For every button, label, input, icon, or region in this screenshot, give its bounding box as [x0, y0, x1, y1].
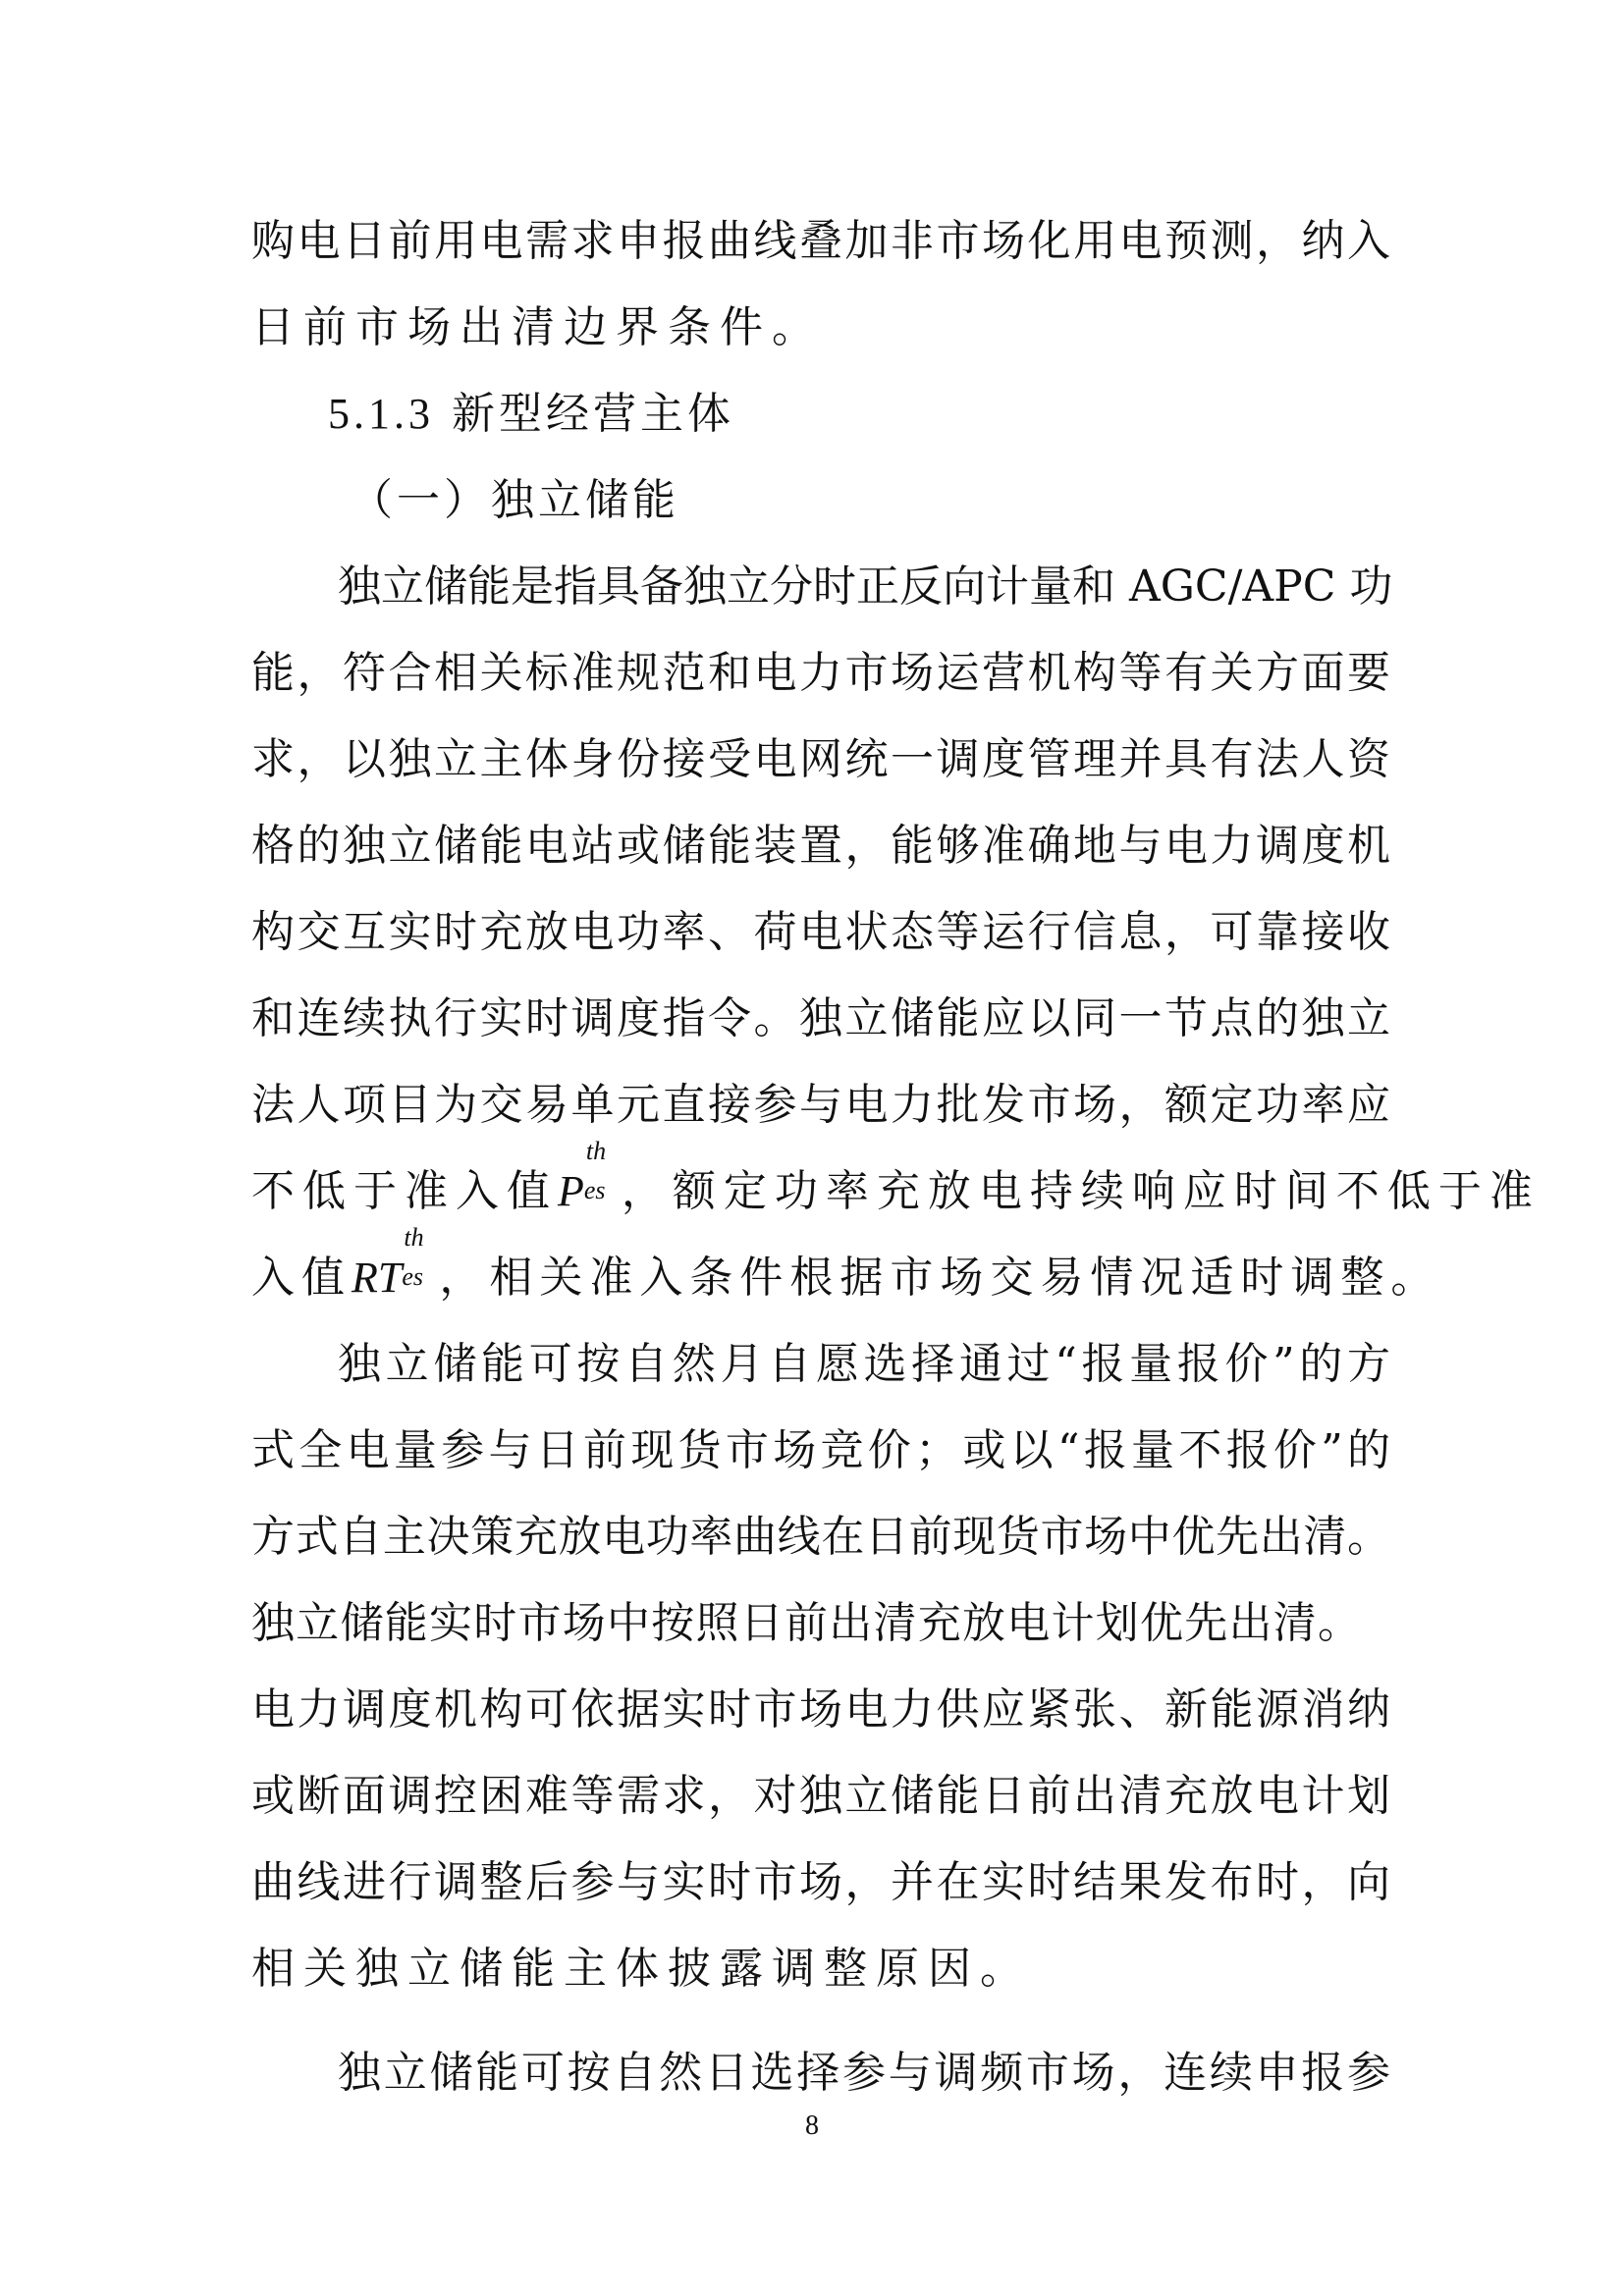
text-line: 曲线进行调整后参与实时市场，并在实时结果发布时，向 — [251, 1857, 1390, 1907]
formula-power-threshold — [558, 1137, 622, 1231]
subsection-heading: （一）独立储能 — [350, 475, 679, 525]
section-number: 5.1.3 — [328, 390, 434, 438]
text-segment: 不低于准入值 — [251, 1166, 558, 1216]
formula-subscript: es — [583, 1176, 606, 1204]
text-line: 独立储能可按自然日选择参与调频市场，连续申报参 — [338, 2048, 1390, 2098]
text-line: 方式自主决策充放电功率曲线在日前现货市场中优先出清。 — [251, 1512, 1390, 1562]
text-line: 或断面调控困难等需求，对独立储能日前出清充放电计划 — [251, 1771, 1390, 1821]
text-line: 构交互实时充放电功率、荷电状态等运行信息，可靠接收 — [251, 907, 1390, 957]
text-line: 相关独立储能主体披露调整原因。 — [251, 1944, 1032, 1994]
text-line-with-formula — [251, 1137, 1541, 1231]
formula-superscript: th — [585, 1137, 607, 1165]
formula-superscript: th — [404, 1223, 424, 1252]
text-line: 式全电量参与日前现货市场竞价；或以“报量不报价”的 — [251, 1425, 1390, 1475]
text-line: 购电日前用电需求申报曲线叠加非市场化用电预测，纳入 — [251, 216, 1390, 266]
text-line: 能，符合相关标准规范和电力市场运营机构等有关方面要 — [251, 648, 1390, 698]
text-line: 独立储能是指具备独立分时正反向计量和 AGC/APC 功 — [338, 561, 1393, 612]
text-line: 独立储能实时市场中按照日前出清充放电计划优先出清。 — [251, 1598, 1361, 1648]
text-line: 电力调度机构可依据实时市场电力供应紧张、新能源消纳 — [251, 1684, 1390, 1735]
formula-base: RT — [352, 1254, 403, 1302]
text-line: 法人项目为交易单元直接参与电力批发市场，额定功率应 — [251, 1080, 1390, 1130]
text-line: 求，以独立主体身份接受电网统一调度管理并具有法人资 — [251, 734, 1390, 784]
text-line: 日前市场出清边界条件。 — [251, 302, 824, 352]
formula-base: P — [558, 1167, 584, 1215]
text-line-with-formula — [251, 1223, 1441, 1317]
text-line: 和连续执行实时调度指令。独立储能应以同一节点的独立 — [251, 993, 1390, 1043]
page-number: 8 — [805, 2110, 819, 2141]
text-segment: ，额定功率充放电持续响应时间不低于准 — [621, 1166, 1541, 1216]
formula-time-threshold — [352, 1223, 439, 1317]
section-title: 新型经营主体 — [452, 389, 734, 439]
text-line: 独立储能可按自然月自愿选择通过“报量报价”的方 — [338, 1339, 1390, 1389]
text-segment: 入值 — [251, 1253, 352, 1303]
formula-subscript: es — [402, 1262, 424, 1291]
section-heading — [328, 375, 734, 454]
text-segment: ，相关准入条件根据市场交易情况适时调整。 — [439, 1253, 1441, 1303]
text-line: 格的独立储能电站或储能装置，能够准确地与电力调度机 — [251, 821, 1390, 871]
